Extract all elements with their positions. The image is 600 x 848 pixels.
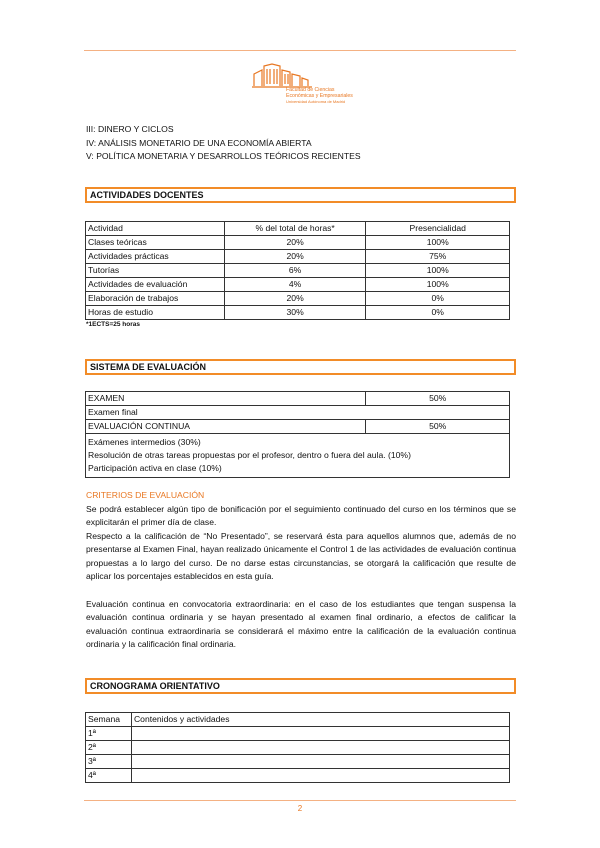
footer-rule (84, 800, 516, 801)
table-row (86, 292, 510, 306)
section-title-evaluacion: SISTEMA DE EVALUACIÓN (85, 359, 516, 375)
table-header: Semana (86, 713, 132, 727)
table-row (86, 420, 510, 434)
header-rule (84, 50, 516, 51)
table-cell: 75% (366, 250, 510, 264)
criterios-paragraph: Se podrá establecer algún tipo de bonificación por el seguimiento continuado del curso en los términos que se explicitarán el primer día de clase. (86, 504, 516, 528)
table-cell: 2ª (86, 741, 132, 755)
continua-item: Participación activa en clase (10%) (88, 463, 222, 473)
table-cell: Clases teóricas (86, 236, 225, 250)
table-row (86, 727, 510, 741)
table-header: Contenidos y actividades (131, 713, 509, 727)
table-row (86, 306, 510, 320)
continua-item: Resolución de otras tareas propuestas por el profesor, dentro o fuera del aula. (10%) (88, 450, 411, 460)
table-cell: 1ª (86, 727, 132, 741)
continua-items (86, 434, 510, 478)
logo-text: Facultad de Ciencias Económicas y Empresariales Universidad Autónoma de Madrid (286, 87, 353, 105)
topic-item: V: POLÍTICA MONETARIA Y DESARROLLOS TEÓRICOS RECIENTES (86, 151, 361, 162)
table-row (86, 264, 510, 278)
table-cell: 20% (224, 236, 366, 250)
section-title-actividades: ACTIVIDADES DOCENTES (85, 187, 516, 203)
table-cell: Actividades prácticas (86, 250, 225, 264)
table-header-row (86, 713, 510, 727)
table-row (86, 236, 510, 250)
table-row (86, 250, 510, 264)
topics-list (86, 123, 361, 164)
table-row (86, 755, 510, 769)
table-row (86, 406, 510, 420)
evaluacion-table (85, 391, 510, 478)
examen-label: EXAMEN (86, 392, 366, 406)
table-row (86, 392, 510, 406)
table-header-row (86, 222, 510, 236)
table-cell: 100% (366, 236, 510, 250)
examen-final: Examen final (86, 406, 510, 420)
ects-footnote: *1ECTS=25 horas (86, 321, 141, 328)
table-cell (131, 741, 509, 755)
table-cell: 0% (366, 306, 510, 320)
table-cell: 0% (366, 292, 510, 306)
table-cell: Actividades de evaluación (86, 278, 225, 292)
table-cell: 3ª (86, 755, 132, 769)
table-cell: 4% (224, 278, 366, 292)
table-cell: 6% (224, 264, 366, 278)
criterios-title: CRITERIOS DE EVALUACIÓN (86, 490, 205, 500)
table-row (86, 741, 510, 755)
table-header: Actividad (86, 222, 225, 236)
table-cell: 20% (224, 292, 366, 306)
table-header: Presencialidad (366, 222, 510, 236)
table-cell: Horas de estudio (86, 306, 225, 320)
examen-value: 50% (366, 392, 510, 406)
continua-value: 50% (366, 420, 510, 434)
faculty-logo (252, 60, 353, 112)
page-number: 2 (297, 804, 303, 813)
section-title-cronograma: CRONOGRAMA ORIENTATIVO (85, 678, 516, 694)
criterios-paragraph: Respecto a la calificación de “No Presentado”, se reservará ésta para aquellos alumnos que, además de no presentarse al Examen Final, hayan realizado únicamente el Control 1 de las actividades de evaluación continua propuestas a lo largo del curso. De no darse estas circunstancias, se otorgará la calificación que resulte de aplicar los porcentajes establecidos en esta guía. (86, 531, 516, 582)
table-header: % del total de horas* (224, 222, 366, 236)
table-cell: 20% (224, 250, 366, 264)
continua-item: Exámenes intermedios (30%) (88, 437, 201, 447)
criterios-paragraph: Evaluación continua en convocatoria extraordinaria: en el caso de los estudiantes que tengan suspensa la evaluación continua ordinaria y se hayan presentado al examen final ordinario, a efectos de calificar la evaluación continua extraordinaria se considerará el máximo entre la calificación de la evaluación continua ordinaria y la calificación final ordinaria. (86, 599, 516, 650)
topic-item: IV: ANÁLISIS MONETARIO DE UNA ECONOMÍA ABIERTA (86, 137, 312, 148)
continua-label: EVALUACIÓN CONTINUA (86, 420, 366, 434)
table-row (86, 278, 510, 292)
actividades-table (85, 221, 510, 320)
table-cell (131, 769, 509, 783)
table-row (86, 769, 510, 783)
table-cell (131, 727, 509, 741)
table-cell (131, 755, 509, 769)
cronograma-table (85, 712, 510, 783)
table-cell: 4ª (86, 769, 132, 783)
table-cell: 100% (366, 278, 510, 292)
topic-item: III: DINERO Y CICLOS (86, 124, 174, 134)
table-cell: Tutorías (86, 264, 225, 278)
table-cell: 30% (224, 306, 366, 320)
table-cell: 100% (366, 264, 510, 278)
table-cell: Elaboración de trabajos (86, 292, 225, 306)
table-row (86, 434, 510, 478)
